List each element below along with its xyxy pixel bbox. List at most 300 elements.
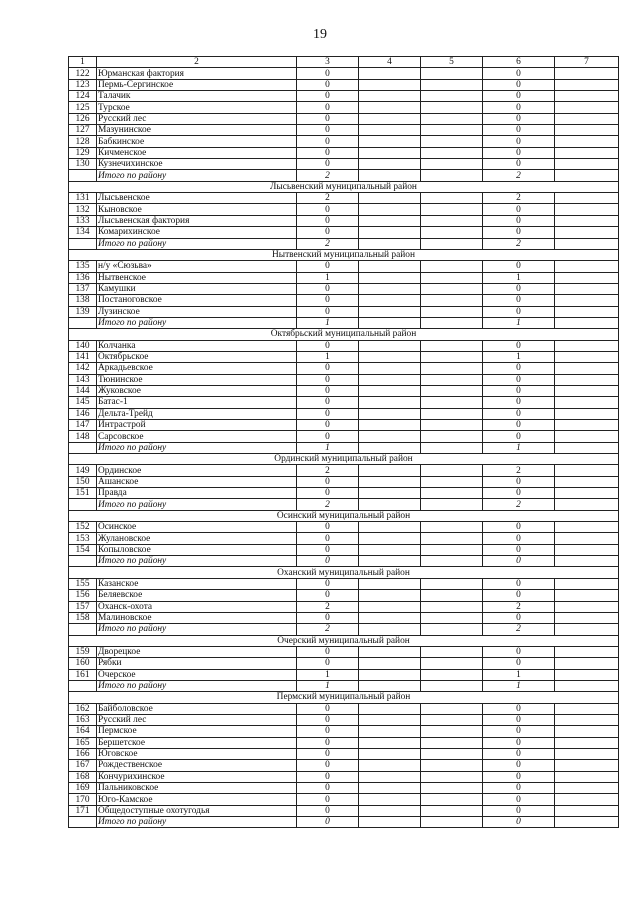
- table-row: [69, 612, 619, 623]
- col-5-value: [421, 556, 483, 567]
- hunting-ground-name: Кончурихинское: [97, 771, 297, 782]
- col-7-value: [555, 794, 619, 805]
- col-3-value: 0: [297, 408, 359, 419]
- col-5-value: [421, 374, 483, 385]
- col-7-value: [555, 193, 619, 204]
- col-7-value: [555, 601, 619, 612]
- col-6-value: 0: [483, 420, 555, 431]
- col-3-value: 0: [297, 215, 359, 226]
- table-row: [69, 533, 619, 544]
- col-4-value: [359, 612, 421, 623]
- col-4-value: [359, 431, 421, 442]
- col-7-value: [555, 113, 619, 124]
- col-4-value: [359, 306, 421, 317]
- table-row: [69, 385, 619, 396]
- col-5-value: [421, 465, 483, 476]
- table-row: [69, 102, 619, 113]
- col-4-value: [359, 476, 421, 487]
- row-number: 152: [69, 522, 97, 533]
- col-3-value: 0: [297, 340, 359, 351]
- header-cell: 6: [483, 57, 555, 68]
- hunting-ground-name: Тюнинское: [97, 374, 297, 385]
- table-row: [69, 771, 619, 782]
- col-5-value: [421, 680, 483, 691]
- col-4-value: [359, 760, 421, 771]
- col-7-value: [555, 556, 619, 567]
- row-number: 153: [69, 533, 97, 544]
- col-4-value: [359, 442, 421, 453]
- col-5-value: [421, 817, 483, 828]
- row-number: 159: [69, 646, 97, 657]
- district-name: Пермский муниципальный район: [69, 692, 619, 703]
- hunting-ground-name: Комарихинское: [97, 227, 297, 238]
- hunting-ground-name: Юговское: [97, 748, 297, 759]
- district-header-row: [69, 249, 619, 260]
- hunting-ground-name: Постаноговское: [97, 295, 297, 306]
- col-3-value: 0: [297, 544, 359, 555]
- row-number: 157: [69, 601, 97, 612]
- hunting-ground-name: Очерское: [97, 669, 297, 680]
- col-6-value: 0: [483, 215, 555, 226]
- row-number: 148: [69, 431, 97, 442]
- col-3-value: 0: [297, 79, 359, 90]
- col-3-value: 0: [297, 476, 359, 487]
- col-7-value: [555, 612, 619, 623]
- col-3-value: 0: [297, 374, 359, 385]
- table-row: [69, 465, 619, 476]
- col-6-value: 1: [483, 680, 555, 691]
- col-4-value: [359, 261, 421, 272]
- col-3-value: 0: [297, 125, 359, 136]
- col-7-value: [555, 522, 619, 533]
- col-4-value: [359, 714, 421, 725]
- col-6-value: 0: [483, 374, 555, 385]
- total-label: Итого по району: [97, 817, 297, 828]
- col-7-value: [555, 351, 619, 362]
- table-row: [69, 147, 619, 158]
- col-7-value: [555, 771, 619, 782]
- hunting-ground-name: Октябрьское: [97, 351, 297, 362]
- col-3-value: 0: [297, 136, 359, 147]
- total-label: Итого по району: [97, 317, 297, 328]
- col-4-value: [359, 193, 421, 204]
- row-number: 139: [69, 306, 97, 317]
- col-7-value: [555, 136, 619, 147]
- row-number: 161: [69, 669, 97, 680]
- col-5-value: [421, 147, 483, 158]
- col-4-value: [359, 147, 421, 158]
- table-row: [69, 408, 619, 419]
- col-6-value: 0: [483, 306, 555, 317]
- col-3-value: 2: [297, 465, 359, 476]
- col-4-value: [359, 578, 421, 589]
- hunting-ground-name: Дворецкое: [97, 646, 297, 657]
- col-4-value: [359, 737, 421, 748]
- col-6-value: 0: [483, 658, 555, 669]
- col-7-value: [555, 499, 619, 510]
- col-4-value: [359, 533, 421, 544]
- col-6-value: 0: [483, 136, 555, 147]
- table-row: [69, 193, 619, 204]
- district-header-row: [69, 454, 619, 465]
- col-4-value: [359, 91, 421, 102]
- col-5-value: [421, 612, 483, 623]
- header-cell: 5: [421, 57, 483, 68]
- hunting-ground-name: Камушки: [97, 283, 297, 294]
- col-4-value: [359, 680, 421, 691]
- hunting-ground-name: Кыновское: [97, 204, 297, 215]
- col-5-value: [421, 102, 483, 113]
- table-row: [69, 374, 619, 385]
- col-3-value: 1: [297, 317, 359, 328]
- row-number: 127: [69, 125, 97, 136]
- col-6-value: 0: [483, 79, 555, 90]
- col-3-value: 1: [297, 351, 359, 362]
- col-6-value: 0: [483, 760, 555, 771]
- row-number: 165: [69, 737, 97, 748]
- table-row: [69, 737, 619, 748]
- col-6-value: 0: [483, 476, 555, 487]
- row-number: 150: [69, 476, 97, 487]
- col-5-value: [421, 522, 483, 533]
- total-label: Итого по району: [97, 170, 297, 181]
- hunting-ground-name: Кичменское: [97, 147, 297, 158]
- row-number: [69, 817, 97, 828]
- hunting-ground-name: Кузнечихинское: [97, 159, 297, 170]
- table-row: [69, 544, 619, 555]
- col-5-value: [421, 295, 483, 306]
- table-row: [69, 488, 619, 499]
- table-row: [69, 227, 619, 238]
- hunting-ground-name: Правда: [97, 488, 297, 499]
- total-label: Итого по району: [97, 442, 297, 453]
- col-6-value: 0: [483, 159, 555, 170]
- row-number: 163: [69, 714, 97, 725]
- row-number: 142: [69, 363, 97, 374]
- col-6-value: 1: [483, 272, 555, 283]
- col-6-value: 0: [483, 726, 555, 737]
- col-6-value: 2: [483, 499, 555, 510]
- col-4-value: [359, 113, 421, 124]
- col-7-value: [555, 420, 619, 431]
- col-5-value: [421, 578, 483, 589]
- col-3-value: 0: [297, 646, 359, 657]
- hunting-ground-name: Сарсовское: [97, 431, 297, 442]
- col-3-value: 2: [297, 238, 359, 249]
- col-5-value: [421, 737, 483, 748]
- row-number: 154: [69, 544, 97, 555]
- col-5-value: [421, 363, 483, 374]
- col-3-value: 0: [297, 397, 359, 408]
- col-7-value: [555, 817, 619, 828]
- row-number: 143: [69, 374, 97, 385]
- col-4-value: [359, 204, 421, 215]
- page-number: 19: [313, 27, 327, 42]
- col-4-value: [359, 227, 421, 238]
- row-number: 144: [69, 385, 97, 396]
- col-6-value: 0: [483, 703, 555, 714]
- col-4-value: [359, 488, 421, 499]
- col-6-value: 0: [483, 408, 555, 419]
- header-cell: 2: [97, 57, 297, 68]
- col-4-value: [359, 499, 421, 510]
- row-number: 130: [69, 159, 97, 170]
- hunting-ground-name: Колчанка: [97, 340, 297, 351]
- row-number: 128: [69, 136, 97, 147]
- col-6-value: 2: [483, 170, 555, 181]
- table-row: [69, 522, 619, 533]
- col-3-value: 2: [297, 499, 359, 510]
- row-number: [69, 170, 97, 181]
- col-5-value: [421, 193, 483, 204]
- col-7-value: [555, 102, 619, 113]
- col-3-value: 0: [297, 385, 359, 396]
- col-6-value: 1: [483, 669, 555, 680]
- header-cell: 3: [297, 57, 359, 68]
- table-row: [69, 351, 619, 362]
- row-number: [69, 442, 97, 453]
- col-3-value: 0: [297, 805, 359, 816]
- col-3-value: 0: [297, 760, 359, 771]
- col-6-value: 0: [483, 363, 555, 374]
- col-5-value: [421, 703, 483, 714]
- table-row: [69, 783, 619, 794]
- col-4-value: [359, 805, 421, 816]
- col-6-value: 0: [483, 794, 555, 805]
- table-row: [69, 295, 619, 306]
- col-7-value: [555, 363, 619, 374]
- col-7-value: [555, 703, 619, 714]
- col-6-value: 0: [483, 748, 555, 759]
- col-5-value: [421, 533, 483, 544]
- col-7-value: [555, 238, 619, 249]
- col-3-value: 0: [297, 658, 359, 669]
- district-total-row: [69, 317, 619, 328]
- col-7-value: [555, 227, 619, 238]
- col-7-value: [555, 374, 619, 385]
- col-7-value: [555, 726, 619, 737]
- header-cell: 1: [69, 57, 97, 68]
- col-6-value: 0: [483, 397, 555, 408]
- col-4-value: [359, 363, 421, 374]
- col-3-value: 0: [297, 283, 359, 294]
- col-3-value: 0: [297, 227, 359, 238]
- district-name: Ординский муниципальный район: [69, 454, 619, 465]
- col-3-value: 1: [297, 669, 359, 680]
- table-row: [69, 215, 619, 226]
- row-number: 137: [69, 283, 97, 294]
- col-7-value: [555, 737, 619, 748]
- col-4-value: [359, 295, 421, 306]
- col-5-value: [421, 204, 483, 215]
- row-number: 122: [69, 68, 97, 79]
- table-row: [69, 397, 619, 408]
- col-4-value: [359, 601, 421, 612]
- col-3-value: 0: [297, 204, 359, 215]
- col-6-value: 2: [483, 238, 555, 249]
- hunting-ground-name: Пермь-Сергинское: [97, 79, 297, 90]
- col-3-value: 0: [297, 578, 359, 589]
- col-4-value: [359, 817, 421, 828]
- col-5-value: [421, 431, 483, 442]
- row-number: 131: [69, 193, 97, 204]
- col-5-value: [421, 726, 483, 737]
- hunting-grounds-table: [68, 56, 619, 828]
- table-row: [69, 68, 619, 79]
- row-number: 146: [69, 408, 97, 419]
- table-row: [69, 590, 619, 601]
- district-header-row: [69, 181, 619, 192]
- col-4-value: [359, 272, 421, 283]
- col-6-value: 2: [483, 193, 555, 204]
- col-6-value: 0: [483, 590, 555, 601]
- col-5-value: [421, 805, 483, 816]
- col-4-value: [359, 159, 421, 170]
- col-7-value: [555, 646, 619, 657]
- col-6-value: 0: [483, 204, 555, 215]
- table-row: [69, 306, 619, 317]
- col-5-value: [421, 714, 483, 725]
- hunting-ground-name: Турское: [97, 102, 297, 113]
- col-3-value: 2: [297, 601, 359, 612]
- district-header-row: [69, 567, 619, 578]
- col-4-value: [359, 646, 421, 657]
- table-header-row: [69, 57, 619, 68]
- col-3-value: 0: [297, 783, 359, 794]
- col-6-value: 0: [483, 544, 555, 555]
- col-6-value: 2: [483, 624, 555, 635]
- col-3-value: 0: [297, 771, 359, 782]
- col-4-value: [359, 556, 421, 567]
- col-4-value: [359, 136, 421, 147]
- table-row: [69, 805, 619, 816]
- hunting-ground-name: Русский лес: [97, 113, 297, 124]
- col-3-value: 0: [297, 488, 359, 499]
- col-7-value: [555, 159, 619, 170]
- col-5-value: [421, 408, 483, 419]
- hunting-ground-name: Общедоступные охотугодья: [97, 805, 297, 816]
- col-5-value: [421, 283, 483, 294]
- col-5-value: [421, 442, 483, 453]
- row-number: 169: [69, 783, 97, 794]
- row-number: 158: [69, 612, 97, 623]
- total-label: Итого по району: [97, 680, 297, 691]
- header-cell: 7: [555, 57, 619, 68]
- col-5-value: [421, 794, 483, 805]
- col-3-value: 0: [297, 590, 359, 601]
- col-4-value: [359, 783, 421, 794]
- col-4-value: [359, 68, 421, 79]
- col-4-value: [359, 340, 421, 351]
- col-7-value: [555, 476, 619, 487]
- col-5-value: [421, 113, 483, 124]
- district-total-row: [69, 556, 619, 567]
- col-6-value: 0: [483, 612, 555, 623]
- col-4-value: [359, 771, 421, 782]
- hunting-ground-name: Малиновское: [97, 612, 297, 623]
- total-label: Итого по району: [97, 624, 297, 635]
- hunting-ground-name: Юго-Камское: [97, 794, 297, 805]
- col-4-value: [359, 215, 421, 226]
- col-5-value: [421, 385, 483, 396]
- hunting-ground-name: Мазунинское: [97, 125, 297, 136]
- hunting-ground-name: Лузинское: [97, 306, 297, 317]
- col-4-value: [359, 658, 421, 669]
- table-row: [69, 272, 619, 283]
- district-header-row: [69, 510, 619, 521]
- row-number: 126: [69, 113, 97, 124]
- hunting-ground-name: Казанское: [97, 578, 297, 589]
- col-4-value: [359, 465, 421, 476]
- col-5-value: [421, 658, 483, 669]
- col-7-value: [555, 397, 619, 408]
- table-row: [69, 601, 619, 612]
- district-total-row: [69, 442, 619, 453]
- col-5-value: [421, 340, 483, 351]
- col-4-value: [359, 283, 421, 294]
- col-4-value: [359, 703, 421, 714]
- col-4-value: [359, 238, 421, 249]
- hunting-ground-name: Жулановское: [97, 533, 297, 544]
- row-number: 167: [69, 760, 97, 771]
- row-number: 168: [69, 771, 97, 782]
- row-number: 132: [69, 204, 97, 215]
- col-5-value: [421, 476, 483, 487]
- table-row: [69, 431, 619, 442]
- col-7-value: [555, 544, 619, 555]
- table-row: [69, 283, 619, 294]
- table-row: [69, 113, 619, 124]
- col-7-value: [555, 283, 619, 294]
- col-3-value: 0: [297, 714, 359, 725]
- col-5-value: [421, 397, 483, 408]
- row-number: [69, 680, 97, 691]
- col-5-value: [421, 91, 483, 102]
- col-6-value: 0: [483, 261, 555, 272]
- col-6-value: 0: [483, 227, 555, 238]
- hunting-ground-name: Пермское: [97, 726, 297, 737]
- row-number: 147: [69, 420, 97, 431]
- col-6-value: 0: [483, 817, 555, 828]
- district-header-row: [69, 635, 619, 646]
- col-3-value: 2: [297, 170, 359, 181]
- col-3-value: 0: [297, 113, 359, 124]
- col-7-value: [555, 533, 619, 544]
- col-7-value: [555, 385, 619, 396]
- row-number: 149: [69, 465, 97, 476]
- col-4-value: [359, 624, 421, 635]
- hunting-ground-name: Нытвенское: [97, 272, 297, 283]
- col-5-value: [421, 646, 483, 657]
- table-row: [69, 578, 619, 589]
- row-number: 145: [69, 397, 97, 408]
- col-7-value: [555, 442, 619, 453]
- col-7-value: [555, 408, 619, 419]
- row-number: 151: [69, 488, 97, 499]
- row-number: 124: [69, 91, 97, 102]
- col-7-value: [555, 805, 619, 816]
- district-name: Лысьвенский муниципальный район: [69, 181, 619, 192]
- table-row: [69, 726, 619, 737]
- col-7-value: [555, 783, 619, 794]
- table-row: [69, 714, 619, 725]
- row-number: 133: [69, 215, 97, 226]
- district-total-row: [69, 499, 619, 510]
- table-row: [69, 159, 619, 170]
- col-3-value: 0: [297, 306, 359, 317]
- col-4-value: [359, 102, 421, 113]
- district-header-row: [69, 692, 619, 703]
